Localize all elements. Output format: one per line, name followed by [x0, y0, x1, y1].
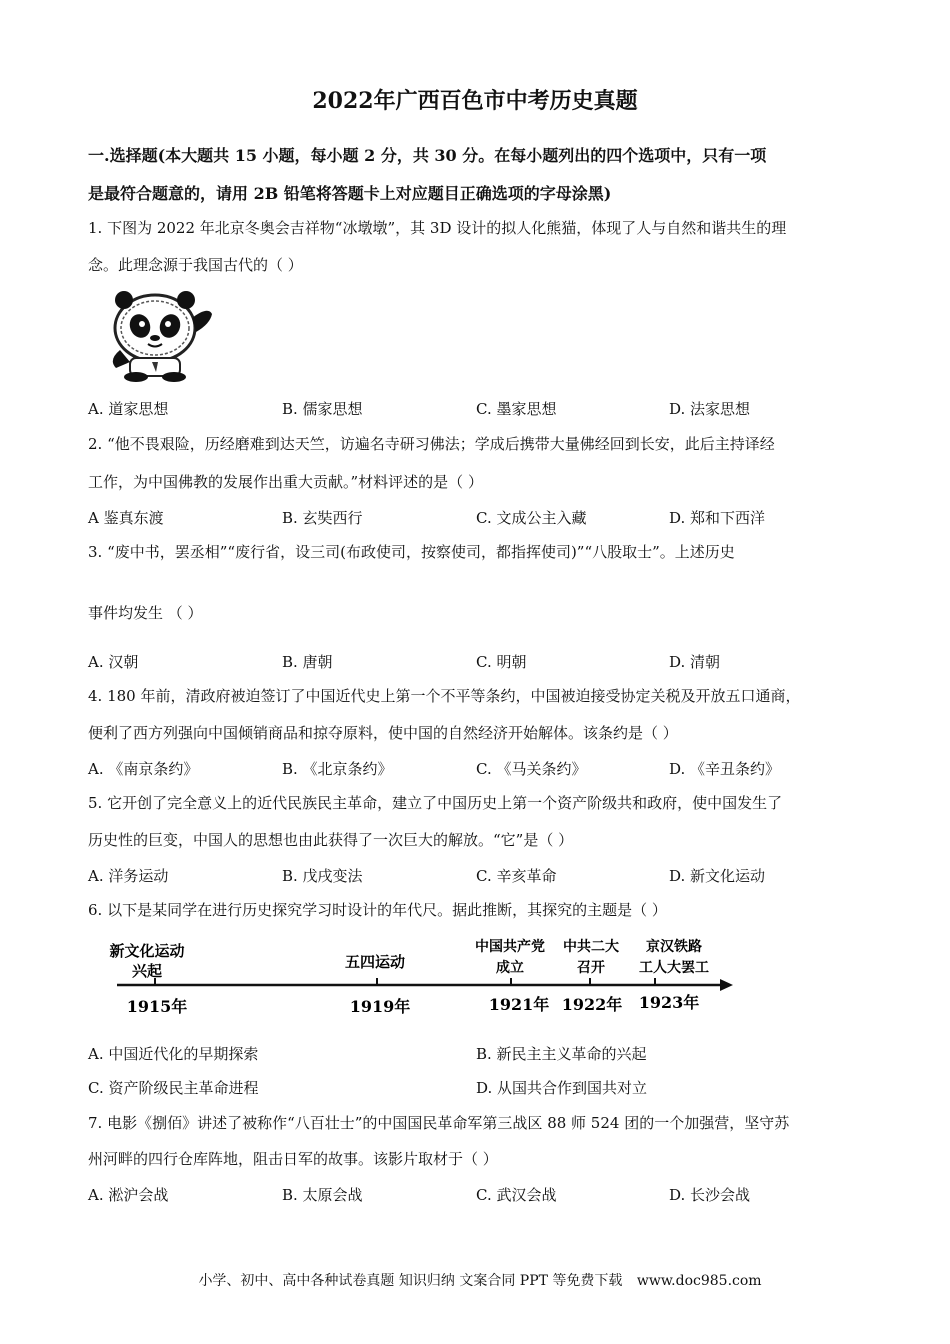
- timeline-year-1915: 1915年: [126, 997, 188, 1016]
- timeline-year-1921: 1921年: [488, 995, 550, 1014]
- q6-option-d[interactable]: D. 从国共合作到国共对立: [476, 1079, 648, 1097]
- q5-option-b[interactable]: B. 戊戌变法: [282, 867, 363, 885]
- q6-option-a[interactable]: A. 中国近代化的早期探索: [88, 1045, 259, 1063]
- q6-option-c[interactable]: C. 资产阶级民主革命进程: [88, 1079, 259, 1097]
- footer-text: 小学、初中、高中各种试卷真题 知识归纳 文案合同 PPT 等免费下载: [198, 1273, 623, 1289]
- page-footer: [0, 1270, 950, 1290]
- q3-option-b[interactable]: B. 唐朝: [282, 653, 333, 671]
- bing-dwen-dwen-mascot-image: [100, 288, 220, 383]
- timeline-year-1922: 1922年: [561, 995, 623, 1014]
- q6-stem-line1: 6. 以下是某同学在进行历史探究学习时设计的年代尺。据此推断，其探究的主题是（ ）: [88, 901, 667, 919]
- q3-option-a[interactable]: A. 汉朝: [88, 653, 139, 671]
- footer-url-link[interactable]: www.doc985.com: [636, 1273, 762, 1289]
- q7-option-a[interactable]: A. 淞沪会战: [88, 1186, 169, 1204]
- timeline-event-1922-line2: 召开: [577, 960, 605, 976]
- q7-stem-line2: 州河畔的四行仓库阵地，阻击日军的故事。该影片取材于（ ）: [88, 1150, 498, 1168]
- q1-stem-line1: 1. 下图为 2022 年北京冬奥会吉祥物“冰墩墩”，其 3D 设计的拟人化熊猫，体现了人与自然和谐共生的理: [88, 219, 787, 237]
- timeline-event-1923-line2: 工人大罢工: [639, 960, 709, 976]
- timeline-event-1919-line1: 五四运动: [344, 953, 406, 971]
- q2-stem-line2: 工作，为中国佛教的发展作出重大贡献。”材料评述的是（ ）: [88, 473, 483, 491]
- q5-option-d[interactable]: D. 新文化运动: [669, 867, 766, 885]
- q5-option-c[interactable]: C. 辛亥革命: [476, 867, 557, 885]
- q4-stem-line2: 便利了西方列强向中国倾销商品和掠夺原料，使中国的自然经济开始解体。该条约是（ ）: [88, 724, 678, 742]
- q7-stem-line1: 7. 电影《捌佰》讲述了被称作“八百壮士”的中国国民革命军第三战区 88 师 524 团的一个加强营，坚守苏: [88, 1114, 790, 1132]
- page-title: 2022年广西百色市中考历史真题: [312, 88, 638, 114]
- q5-stem-line1: 5. 它开创了完全意义上的近代民族民主革命，建立了中国历史上第一个资产阶级共和政府，使中国发生了: [88, 794, 783, 812]
- q4-stem-line1: 4. 180 年前，清政府被迫签订了中国近代史上第一个不平等条约，中国被迫接受协定关税及开放五口通商，: [88, 687, 801, 705]
- q4-option-a[interactable]: A. 《南京条约》: [88, 760, 199, 778]
- timeline-event-1921-line1: 中国共产党: [475, 939, 545, 955]
- q7-option-b[interactable]: B. 太原会战: [282, 1186, 363, 1204]
- timeline-event-1922-line1: 中共二大: [563, 939, 619, 955]
- q2-option-b[interactable]: B. 玄奘西行: [282, 509, 363, 527]
- q1-option-a[interactable]: A. 道家思想: [88, 400, 169, 418]
- q2-option-a[interactable]: A 鉴真东渡: [88, 509, 164, 527]
- timeline-arrow-icon: [720, 979, 733, 991]
- q1-option-c[interactable]: C. 墨家思想: [476, 400, 557, 418]
- q4-option-d[interactable]: D. 《辛丑条约》: [669, 760, 781, 778]
- timeline-year-1923: 1923年: [638, 993, 700, 1012]
- q2-option-c[interactable]: C. 文成公主入藏: [476, 509, 587, 527]
- section-instructions-line1: 一.选择题(本大题共 15 小题，每小题 2 分，共 30 分。在每小题列出的四个选项中，只有一项: [88, 146, 767, 165]
- q3-stem-line1: 3. “废中书，罢丞相”“废行省，设三司(布政使司，按察使司，都指挥使司)”“八股取士”。上述历史: [88, 543, 735, 561]
- q4-option-c[interactable]: C. 《马关条约》: [476, 760, 587, 778]
- q7-option-c[interactable]: C. 武汉会战: [476, 1186, 557, 1204]
- timeline-event-1923-line1: 京汉铁路: [646, 939, 702, 955]
- timeline-year-1919: 1919年: [349, 997, 411, 1016]
- q6-option-b[interactable]: B. 新民主主义革命的兴起: [476, 1045, 647, 1063]
- q5-stem-line2: 历史性的巨变，中国人的思想也由此获得了一次巨大的解放。“它”是（ ）: [88, 831, 574, 849]
- history-timeline-ruler: [95, 932, 735, 1022]
- q1-option-d[interactable]: D. 法家思想: [669, 400, 751, 418]
- q3-option-d[interactable]: D. 清朝: [669, 653, 721, 671]
- q7-option-d[interactable]: D. 长沙会战: [669, 1186, 751, 1204]
- timeline-event-1915-line2: 兴起: [131, 962, 163, 980]
- timeline-event-1921-line2: 成立: [496, 960, 524, 976]
- q2-stem-line1: 2. “他不畏艰险，历经磨难到达天竺，访遍名寺研习佛法；学成后携带大量佛经回到长安，此后主持译经: [88, 435, 775, 453]
- q4-option-b[interactable]: B. 《北京条约》: [282, 760, 393, 778]
- q5-option-a[interactable]: A. 洋务运动: [88, 867, 169, 885]
- timeline-event-1915-line1: 新文化运动: [109, 942, 185, 960]
- q1-stem-line2: 念。此理念源于我国古代的（ ）: [88, 256, 303, 274]
- q1-option-b[interactable]: B. 儒家思想: [282, 400, 363, 418]
- q3-option-c[interactable]: C. 明朝: [476, 653, 527, 671]
- section-instructions-line2: 是最符合题意的，请用 2B 铅笔将答题卡上对应题目正确选项的字母涂黑): [88, 184, 612, 203]
- q3-stem-line2: 事件均发生 （ ）: [88, 604, 203, 622]
- q2-option-d[interactable]: D. 郑和下西洋: [669, 509, 766, 527]
